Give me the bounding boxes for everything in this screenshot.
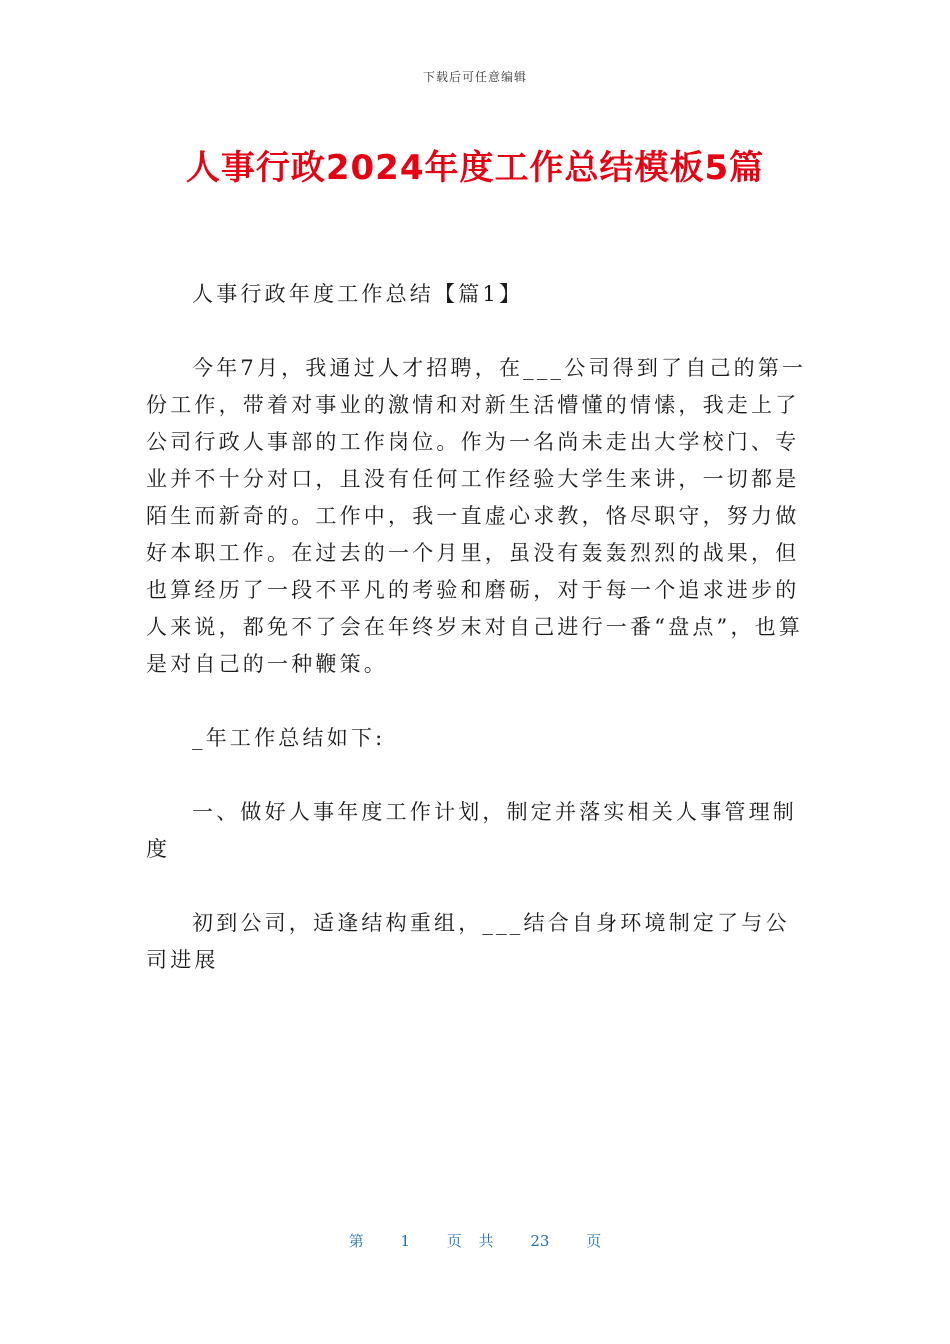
page-footer	[0, 1230, 950, 1251]
footer-page-number: 1	[400, 1232, 411, 1250]
header-note: 下载后可任意编辑	[422, 70, 527, 84]
footer-page-label: 第	[348, 1232, 364, 1250]
body-paragraph: 初到公司，适逢结构重组，___结合自身环境制定了与公司进展	[146, 911, 790, 972]
footer-page-mid: 页 共	[446, 1232, 494, 1250]
body-paragraph: _年工作总结如下:	[192, 726, 386, 750]
footer-page-suffix: 页	[586, 1232, 602, 1250]
document-title: 人事行政2024年度工作总结模板5篇	[185, 148, 765, 188]
document-body	[146, 276, 808, 1016]
subsection-heading: 一、做好人事年度工作计划，制定并落实相关人事管理制度	[146, 800, 797, 861]
body-paragraph: 今年7月，我通过人才招聘，在___公司得到了自己的第一份工作，带着对事业的激情和对新生活懵懂的情愫，我走上了公司行政人事部的工作岗位。作为一名尚未走出大学校门、专业并不十分对口，且没有任何工作经验大学生来讲，一切都是陌生而新奇的。工作中，我一直虚心求教，恪尽职守，努力做好本职工作。在过去的一个月里，虽没有轰轰烈烈的战果，但也算经历了一段不平凡的考验和磨砺，对于每一个追求进步的人来说，都免不了会在年终岁末对自己进行一番“盘点”，也算是对自己的一种鞭策。	[146, 356, 807, 676]
footer-total-pages: 23	[530, 1232, 550, 1250]
section-heading: 人事行政年度工作总结【篇1】	[192, 282, 524, 306]
